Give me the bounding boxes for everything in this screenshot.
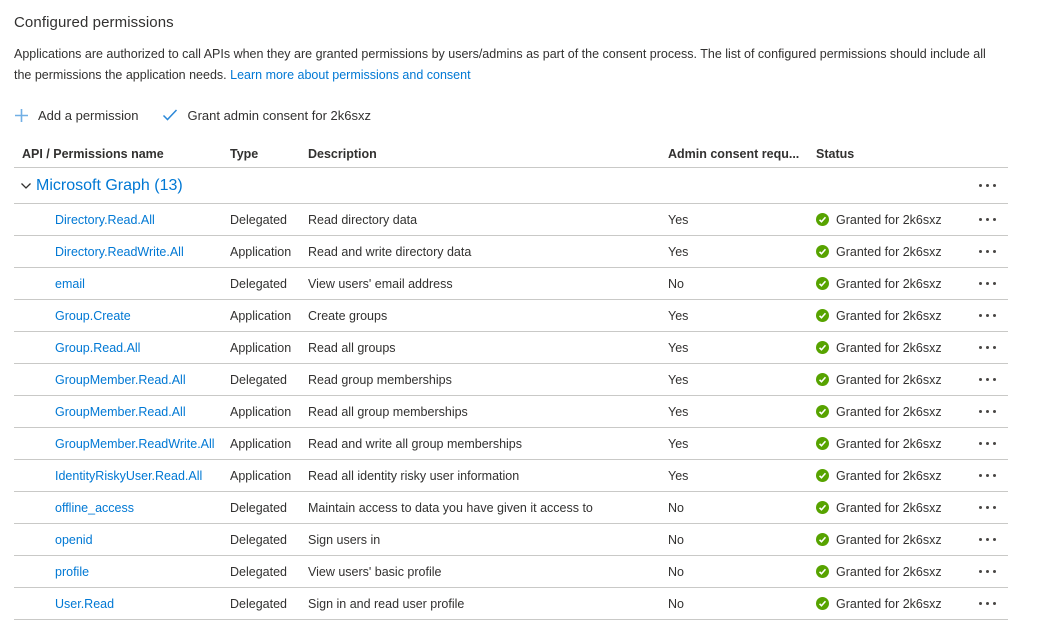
table-row: [14, 556, 1008, 588]
description-text: [14, 44, 1002, 86]
permission-type: Delegated: [230, 564, 287, 579]
permission-type: Delegated: [230, 532, 287, 547]
status-cell: [810, 597, 968, 611]
row-more-options-button[interactable]: [977, 342, 998, 353]
status-text: Granted for 2k6sxz: [836, 372, 942, 387]
row-more-options-button[interactable]: [977, 502, 998, 513]
table-header-row: [14, 141, 1008, 168]
table-row: [14, 524, 1008, 556]
table-row: [14, 396, 1008, 428]
permission-name-link[interactable]: IdentityRiskyUser.Read.All: [55, 468, 203, 483]
status-text: Granted for 2k6sxz: [836, 308, 942, 323]
permission-description: Read and write all group memberships: [308, 436, 522, 451]
status-cell: [810, 405, 968, 419]
ellipsis-icon: [979, 346, 996, 349]
admin-consent-required: No: [668, 500, 684, 515]
table-row: [14, 428, 1008, 460]
permission-type: Application: [230, 404, 292, 419]
granted-check-icon: [816, 245, 829, 258]
page-title: Configured permissions: [14, 14, 174, 31]
status-cell: [810, 533, 968, 547]
granted-check-icon: [816, 533, 829, 546]
status-cell: [810, 437, 968, 451]
row-more-options-button[interactable]: [977, 278, 998, 289]
permission-name-link[interactable]: Directory.Read.All: [55, 212, 155, 227]
permission-type: Delegated: [230, 212, 287, 227]
status-cell: [810, 501, 968, 515]
granted-check-icon: [816, 405, 829, 418]
row-more-options-button[interactable]: [977, 310, 998, 321]
permission-description: View users' basic profile: [308, 564, 442, 579]
admin-consent-required: Yes: [668, 436, 689, 451]
row-more-options-button[interactable]: [977, 470, 998, 481]
row-more-options-button[interactable]: [977, 598, 998, 609]
row-more-options-button[interactable]: [977, 374, 998, 385]
permission-description: Read and write directory data: [308, 244, 472, 259]
status-text: Granted for 2k6sxz: [836, 532, 942, 547]
ellipsis-icon: [979, 474, 996, 477]
permission-description: Read all identity risky user information: [308, 468, 520, 483]
admin-consent-required: Yes: [668, 308, 689, 323]
ellipsis-icon: [979, 250, 996, 253]
group-more-options-button[interactable]: [977, 180, 998, 191]
ellipsis-icon: [979, 282, 996, 285]
ellipsis-icon: [979, 538, 996, 541]
status-text: Granted for 2k6sxz: [836, 500, 942, 515]
table-row: [14, 204, 1008, 236]
status-text: Granted for 2k6sxz: [836, 436, 942, 451]
granted-check-icon: [816, 597, 829, 610]
permission-type: Application: [230, 340, 292, 355]
status-text: Granted for 2k6sxz: [836, 564, 942, 579]
permission-name-link[interactable]: Directory.ReadWrite.All: [55, 244, 184, 259]
ellipsis-icon: [979, 184, 996, 187]
row-more-options-button[interactable]: [977, 214, 998, 225]
table-row: [14, 236, 1008, 268]
permission-name-link[interactable]: GroupMember.Read.All: [55, 372, 186, 387]
table-row: [14, 588, 1008, 620]
permission-name-link[interactable]: offline_access: [55, 500, 134, 515]
permission-description: View users' email address: [308, 276, 453, 291]
command-bar: [14, 103, 1057, 127]
permission-description: Create groups: [308, 308, 388, 323]
row-more-options-button[interactable]: [977, 406, 998, 417]
learn-more-link[interactable]: Learn more about permissions and consent: [230, 68, 471, 82]
granted-check-icon: [816, 277, 829, 290]
permission-type: Application: [230, 436, 292, 451]
ellipsis-icon: [979, 442, 996, 445]
permission-description: Sign users in: [308, 532, 381, 547]
granted-check-icon: [816, 373, 829, 386]
checkmark-icon: [162, 109, 178, 121]
permission-description: Maintain access to data you have given it access to: [308, 500, 593, 515]
status-text: Granted for 2k6sxz: [836, 404, 942, 419]
permission-name-link[interactable]: Group.Create: [55, 308, 131, 323]
row-more-options-button[interactable]: [977, 566, 998, 577]
permission-name-link[interactable]: profile: [55, 564, 90, 579]
admin-consent-required: Yes: [668, 468, 689, 483]
status-cell: [810, 277, 968, 291]
row-more-options-button[interactable]: [977, 534, 998, 545]
status-text: Granted for 2k6sxz: [836, 468, 942, 483]
admin-consent-required: Yes: [668, 340, 689, 355]
granted-check-icon: [816, 213, 829, 226]
permission-description: Read all group memberships: [308, 404, 468, 419]
permissions-table: [14, 141, 1008, 620]
status-text: Granted for 2k6sxz: [836, 244, 942, 259]
table-row: [14, 332, 1008, 364]
status-cell: [810, 469, 968, 483]
status-text: Granted for 2k6sxz: [836, 596, 942, 611]
chevron-down-icon[interactable]: [20, 180, 32, 192]
status-cell: [810, 309, 968, 323]
column-header-status[interactable]: Status: [816, 147, 855, 161]
table-row: [14, 460, 1008, 492]
table-row: [14, 268, 1008, 300]
row-more-options-button[interactable]: [977, 438, 998, 449]
add-permission-button[interactable]: [14, 108, 138, 123]
api-group-row-microsoft-graph: [14, 168, 1008, 204]
ellipsis-icon: [979, 314, 996, 317]
admin-consent-required: No: [668, 564, 684, 579]
permission-type: Application: [230, 244, 292, 259]
permission-description: Sign in and read user profile: [308, 596, 465, 611]
api-group-link[interactable]: Microsoft Graph (13): [36, 176, 183, 194]
permission-name-link[interactable]: Group.Read.All: [55, 340, 141, 355]
status-cell: [810, 245, 968, 259]
permission-name-link[interactable]: GroupMember.Read.All: [55, 404, 186, 419]
permission-name-link[interactable]: GroupMember.ReadWrite.All: [55, 436, 215, 451]
column-header-description[interactable]: Description: [308, 147, 377, 161]
ellipsis-icon: [979, 570, 996, 573]
column-header-admin-consent[interactable]: Admin consent requ...: [668, 147, 800, 161]
permission-type: Delegated: [230, 372, 287, 387]
admin-consent-required: Yes: [668, 404, 689, 419]
column-header-name[interactable]: API / Permissions name: [22, 147, 164, 161]
permission-type: Delegated: [230, 500, 287, 515]
granted-check-icon: [816, 565, 829, 578]
status-cell: [810, 373, 968, 387]
granted-check-icon: [816, 501, 829, 514]
grant-admin-consent-label: Grant admin consent for 2k6sxz: [187, 107, 371, 123]
status-cell: [810, 565, 968, 579]
table-row: [14, 492, 1008, 524]
ellipsis-icon: [979, 410, 996, 413]
permission-type: Application: [230, 468, 292, 483]
admin-consent-required: Yes: [668, 244, 689, 259]
granted-check-icon: [816, 437, 829, 450]
table-row: [14, 364, 1008, 396]
admin-consent-required: No: [668, 532, 684, 547]
admin-consent-required: No: [668, 276, 684, 291]
ellipsis-icon: [979, 602, 996, 605]
granted-check-icon: [816, 309, 829, 322]
permission-name-link[interactable]: User.Read: [55, 596, 115, 611]
granted-check-icon: [816, 341, 829, 354]
admin-consent-required: Yes: [668, 212, 689, 227]
ellipsis-icon: [979, 218, 996, 221]
permission-type: Application: [230, 308, 292, 323]
status-text: Granted for 2k6sxz: [836, 276, 942, 291]
permission-description: Read all groups: [308, 340, 396, 355]
status-text: Granted for 2k6sxz: [836, 212, 942, 227]
permission-name-link[interactable]: email: [55, 276, 85, 291]
permission-name-link[interactable]: openid: [55, 532, 93, 547]
table-row: [14, 300, 1008, 332]
status-text: Granted for 2k6sxz: [836, 340, 942, 355]
permission-description: Read group memberships: [308, 372, 452, 387]
ellipsis-icon: [979, 378, 996, 381]
admin-consent-required: No: [668, 596, 684, 611]
description-body: Applications are authorized to call APIs when they are granted permissions by users/admins as part of the consent process. The list of configured permissions should include all the permissions the application needs.: [14, 47, 986, 82]
plus-icon: [14, 108, 29, 123]
permission-rows-container: [14, 204, 1008, 620]
permission-type: Delegated: [230, 276, 287, 291]
permission-description: Read directory data: [308, 212, 418, 227]
row-more-options-button[interactable]: [977, 246, 998, 257]
admin-consent-required: Yes: [668, 372, 689, 387]
column-header-type[interactable]: Type: [230, 147, 259, 161]
permission-type: Delegated: [230, 596, 287, 611]
ellipsis-icon: [979, 506, 996, 509]
granted-check-icon: [816, 469, 829, 482]
grant-admin-consent-button[interactable]: [162, 108, 371, 123]
status-cell: [810, 341, 968, 355]
status-cell: [810, 213, 968, 227]
add-permission-label: Add a permission: [38, 107, 139, 123]
